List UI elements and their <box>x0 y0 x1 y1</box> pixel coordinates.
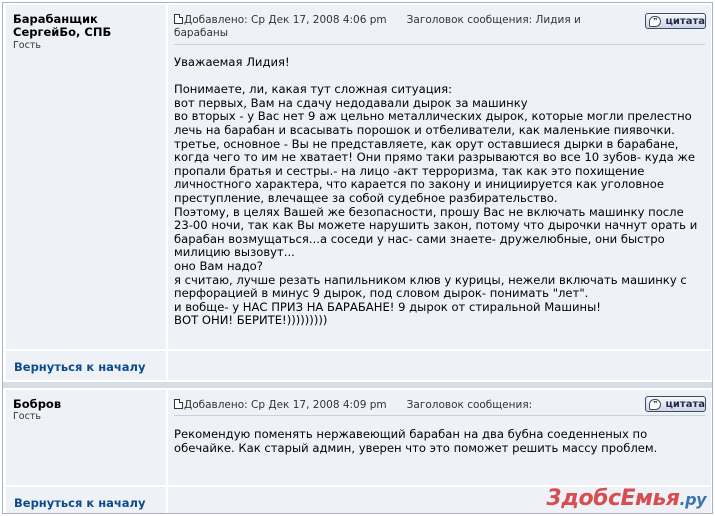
post-footer-right <box>168 351 711 380</box>
post-line: я считаю, лучше резать напильником клюв у курицы, нежели включать машинку с перфорацией в минус 9 дырок, под словом дырок- понимать "лет". <box>174 272 687 301</box>
post-line: оно Вам надо? <box>174 258 263 273</box>
quote-icon: ❞ <box>649 399 661 410</box>
post-author-cell <box>6 5 166 349</box>
post-author-cell <box>6 390 166 485</box>
post-line: и вобще- у НАС ПРИЗ НА БАРАБАНЕ! 9 дырок от стиральной Машины! <box>174 299 601 314</box>
post-icon[interactable] <box>174 14 183 24</box>
post-icon[interactable] <box>174 399 183 409</box>
post-line-blank <box>174 70 705 84</box>
author-name[interactable]: Бобров <box>13 397 62 411</box>
post-divider <box>174 44 705 45</box>
post-separator <box>3 382 712 388</box>
quote-label: цитата <box>665 15 705 27</box>
post-subject: Заголовок сообщения: <box>406 399 533 411</box>
quote-label: цитата <box>665 398 705 410</box>
post-header <box>174 399 604 412</box>
post-body-cell <box>168 390 711 485</box>
author-rank: Гость <box>13 40 41 51</box>
back-to-top-link[interactable]: Вернуться к началу <box>14 496 146 510</box>
post-line: вот первых, Вам на сдачу недодавали дырок за машинку <box>174 95 528 110</box>
post-footer-left <box>6 351 166 380</box>
quote-icon: ❞ <box>649 16 661 27</box>
forum-thread <box>2 2 713 514</box>
post-line: третье, основное - Вы не представляете, как орут оставшиеся дырки в барабане, когда чего то им не хватает! Они прямо таки разрываются во все 10 зубов- куда же пропали братья и сестры.- на лицо -акт терроризма, так как это похищение личностного характера, что карается по закону и инициируется как уголовное преступление, влечащее за собой судебное разбирательство. <box>174 136 695 205</box>
post-text <box>174 428 705 455</box>
watermark-logo <box>546 486 706 511</box>
back-to-top-link[interactable]: Вернуться к началу <box>14 360 146 374</box>
post-text <box>174 56 705 328</box>
post-footer-left <box>6 487 166 513</box>
quote-button[interactable] <box>645 396 706 412</box>
post-line: Поэтому, в целях Вашей же безопасности, прошу Вас не включать машинку после 23-00 ночи, так как Вы можете нарушить закон, потому что дырочки начнут орать и барабан возмущаться...а соседи у нас- сами знаете- дружелюбные, они быстро милицию вызовут... <box>174 204 698 260</box>
watermark-tail: .ру <box>679 490 706 509</box>
post-line: ВОТ ОНИ! БЕРИТЕ!))))))))) <box>174 313 328 328</box>
post-line: Уважаемая Лидия! <box>174 55 290 69</box>
post-header <box>174 14 604 40</box>
post-date: Добавлено: Ср Дек 17, 2008 4:06 pm <box>184 14 387 26</box>
watermark-main: 3добсЕмья <box>546 486 680 511</box>
quote-button[interactable] <box>645 13 706 29</box>
post-line: Понимаете, ли, какая тут сложная ситуация: <box>174 82 453 97</box>
post-body-cell <box>168 5 711 349</box>
post-line: во вторых - у Вас нет 9 аж цельно металлических дырок, которые могли прелестно лечь на барабан и всасывать порошок и отбеливатели, как маленькие пиявочки. <box>174 109 692 137</box>
post-divider <box>174 415 705 416</box>
author-rank: Гость <box>13 411 41 422</box>
author-name[interactable]: Барабанщик СергейБо, СПБ <box>13 12 112 39</box>
post-line: Рекомендую поменять нержавеющий барабан на два бубна соеденненых по обечайке. Как старый админ, уверен что это поможет решить массу проблем. <box>174 427 658 455</box>
post-date: Добавлено: Ср Дек 17, 2008 4:09 pm <box>184 399 387 411</box>
post-subject: Заголовок сообщения: Лидия и барабаны <box>174 14 581 39</box>
